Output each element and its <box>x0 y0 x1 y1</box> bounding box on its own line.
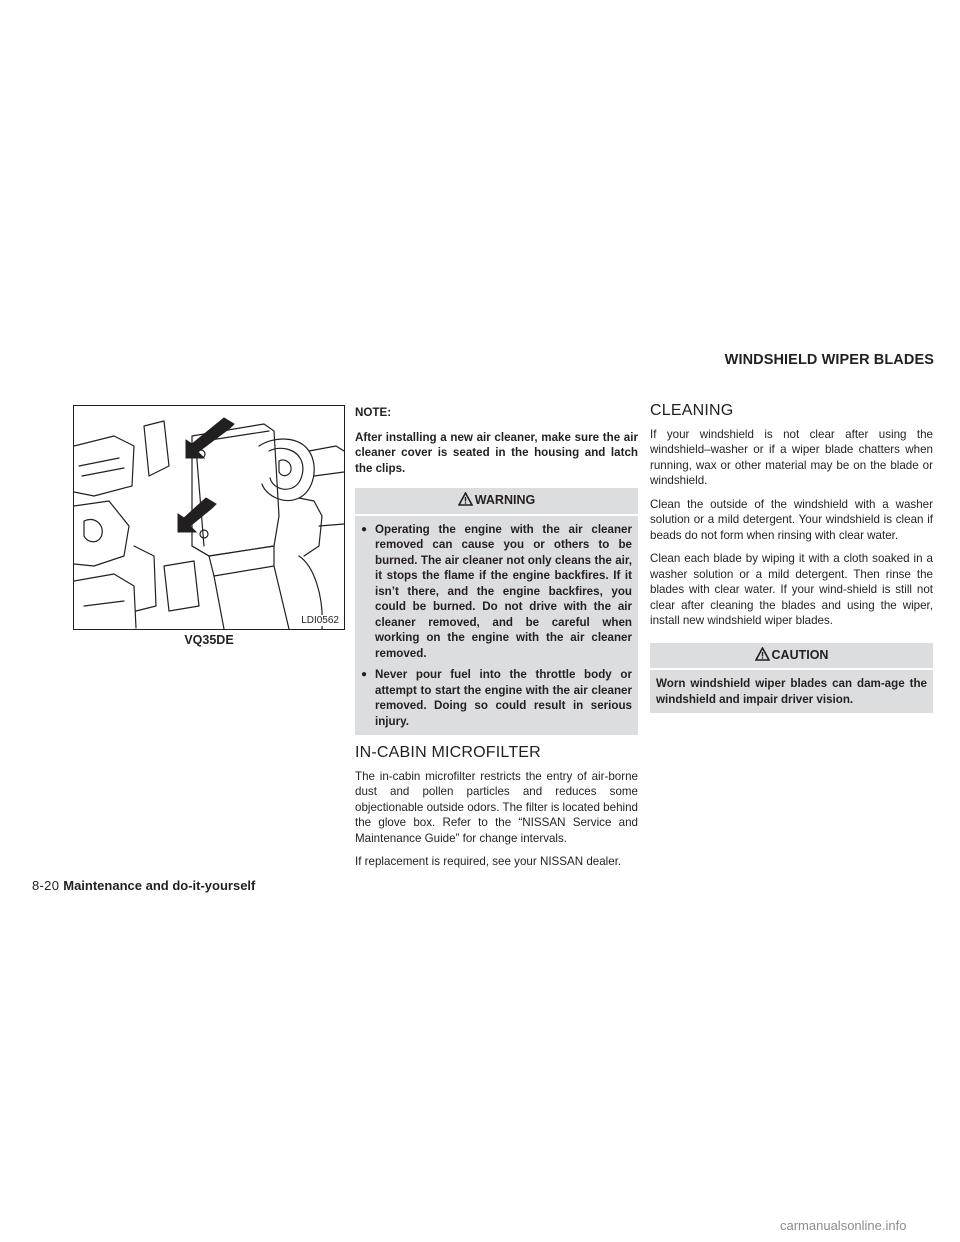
figure-caption: VQ35DE <box>184 633 234 647</box>
cleaning-paragraph: Clean each blade by wiping it with a cloth soaked in a washer solution or a mild detergent. Then rinse the blades with clear water. If your wind-shield is still not clear after cleaning the blades and using the wiper, install new windshield wiper blades. <box>650 552 933 627</box>
section-header: WINDSHIELD WIPER BLADES <box>724 352 934 368</box>
cleaning-paragraph: Clean the outside of the windshield with a washer solution or a mild detergent. Your windshield is clean if beads do not form when rinsing with clear water. <box>650 497 933 542</box>
microfilter-paragraph: The in-cabin microfilter restricts the entry of air-borne dust and pollen particles and reduces some objectionable outside odors. The filter is located behind the glove box. Refer to the “NISSAN Service and Maintenance Guide” for change intervals. <box>355 769 638 845</box>
caution-box <box>650 643 933 714</box>
cleaning-heading: CLEANING <box>650 402 734 419</box>
chapter-title: Maintenance and do-it-yourself <box>63 878 256 893</box>
warning-title: WARNING <box>474 493 536 507</box>
caution-text: Worn windshield wiper blades can dam-age the windshield and impair driver vision. <box>656 677 927 706</box>
bullet-icon: ● <box>361 669 368 680</box>
middle-column <box>355 405 638 878</box>
in-cabin-microfilter-heading: IN-CABIN MICROFILTER <box>355 744 541 761</box>
engine-bay-illustration <box>74 406 344 629</box>
warning-triangle-icon <box>458 492 473 511</box>
page-footer <box>32 878 255 893</box>
caution-title: CAUTION <box>771 647 829 662</box>
caution-triangle-icon <box>755 647 770 666</box>
right-column <box>650 403 933 713</box>
warning-box <box>355 488 638 735</box>
cleaning-paragraph: If your windshield is not clear after using the windshield–washer or if a wiper blade chatters when running, wax or other material may be on the blade or windshield. <box>650 427 933 487</box>
microfilter-paragraph: If replacement is required, see your NISSAN dealer. <box>355 855 622 868</box>
note-text: After installing a new air cleaner, make sure the air cleaner cover is seated in the housing and latch the clips. <box>355 430 638 475</box>
warning-item: ● Never pour fuel into the throttle body or attempt to start the engine with the air cleaner removed. Doing so could result in serious injury. <box>361 668 632 728</box>
figure-code: LDI0562 <box>301 615 339 626</box>
page-number: 8-20 <box>32 878 60 893</box>
air-cleaner-figure <box>73 405 345 630</box>
note-label: NOTE: <box>355 406 392 419</box>
watermark: carmanualsonline.info <box>780 1218 907 1233</box>
warning-item: ● Operating the engine with the air cleaner removed can cause you or others to be burned. The air cleaner not only cleans the air, it stops the flame if the engine backfires. If it isn’t there, and the engine backfires, you could be burned. Do not drive with the air cleaner removed, and be careful when working on the engine with the air cleaner removed. <box>361 522 632 660</box>
bullet-icon: ● <box>361 523 368 535</box>
